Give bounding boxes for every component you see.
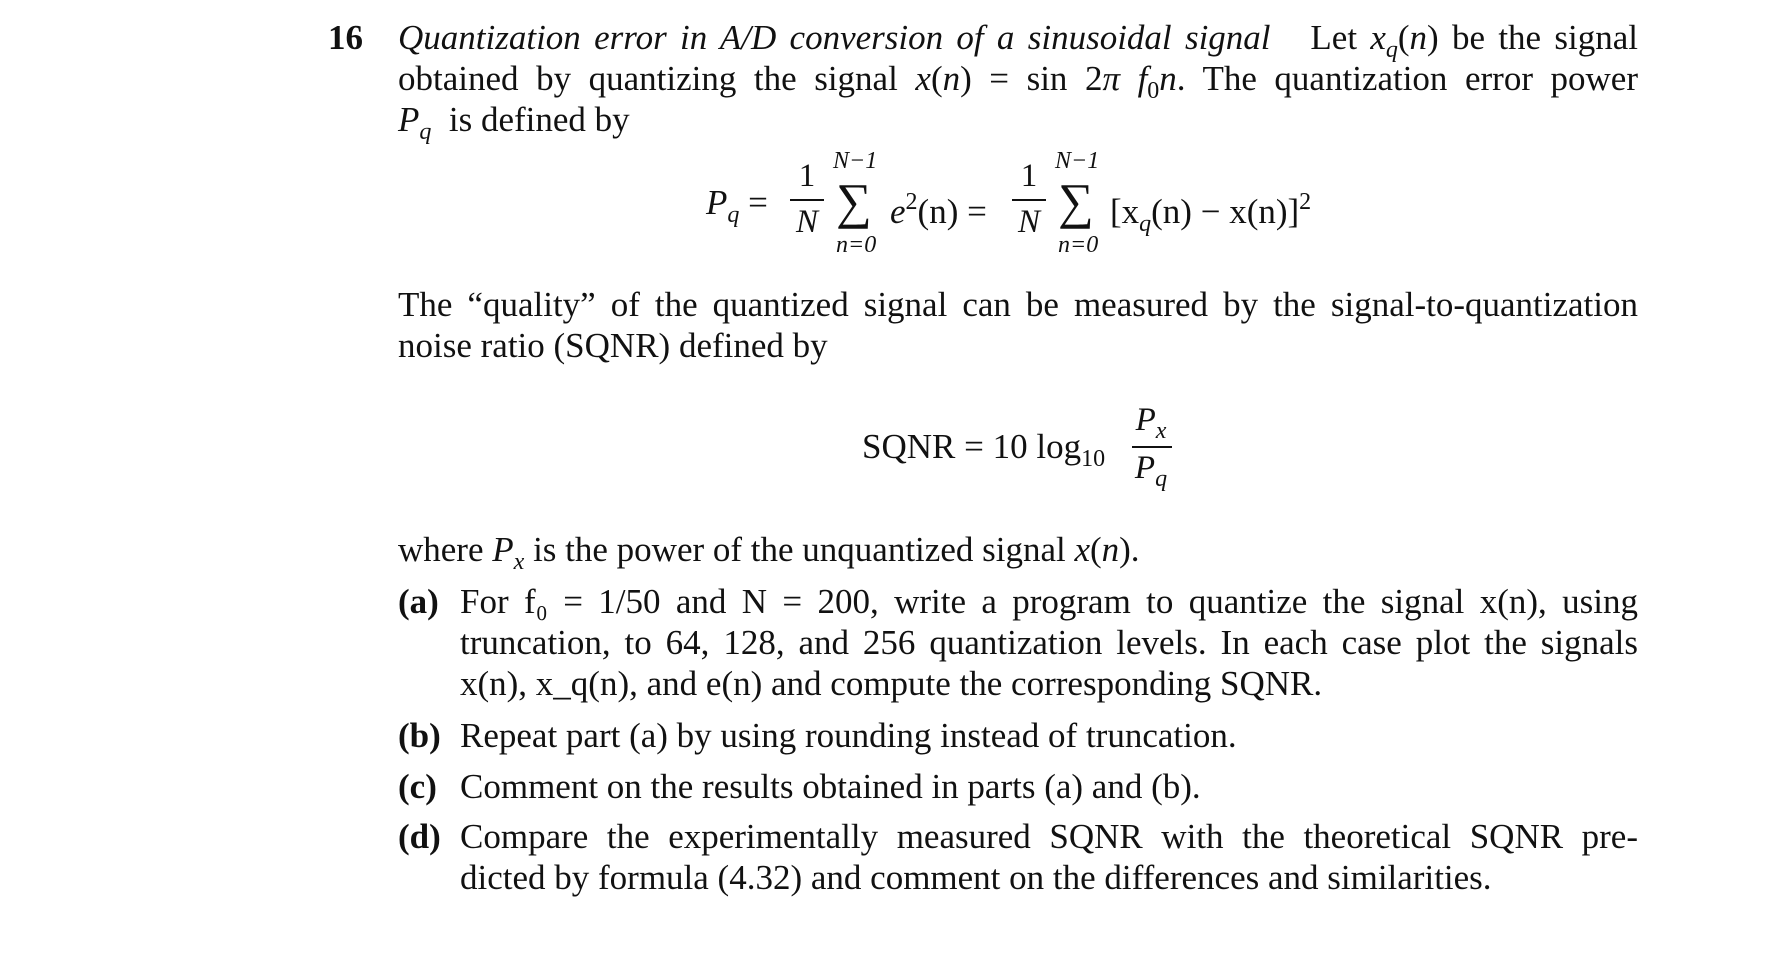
sqnr-lhs: SQNR = 10 $\log_{10}$ <box>862 427 1106 472</box>
intro-line-1: Quantization error in A/D conversion of a sinusoidal signal Let $x_q(n)$ be the signal <box>398 18 1638 63</box>
sum-2-lower: n=0 <box>1058 232 1099 258</box>
bracket-term: $[x_q(n) - x(n)]^2$ <box>1110 189 1312 237</box>
part-a-line-2: truncation, to 64, 128, and 256 quantization levels. In each case plot the signals <box>460 623 1638 662</box>
sqnr-fraction-bar <box>1132 446 1172 448</box>
sum-2-upper: N−1 <box>1055 148 1100 174</box>
intro-line-3: $P_q$ is defined by <box>398 100 630 145</box>
sum-1-sigma: ∑ <box>836 173 872 229</box>
sum-2-sigma: ∑ <box>1058 173 1094 229</box>
fraction-1-numerator: 1 <box>798 158 816 194</box>
part-a-line-3: x(n), x_q(n), and e(n) and compute the corresponding SQNR. <box>460 664 1323 703</box>
sqnr-denominator: $P_q$ <box>1134 450 1168 492</box>
part-a-label: (a) <box>398 582 439 621</box>
part-b-line-1: Repeat part (a) by using rounding instead of truncation. <box>460 716 1237 755</box>
problem-title: Quantization error in A/D conversion of a sinusoidal signal <box>398 18 1271 57</box>
part-c-label: (c) <box>398 767 437 806</box>
fraction-2-numerator: 1 <box>1020 158 1038 194</box>
intro-line-2: obtained by quantizing the signal x(n) = sin 2π $f_0n$. The quantization error power <box>398 59 1638 104</box>
quality-line-1: The “quality” of the quantized signal can be measured by the signal-to-quantization <box>398 285 1638 324</box>
fraction-2-denominator: N <box>1017 204 1040 240</box>
sum-1-lower: n=0 <box>836 232 877 258</box>
pq-lhs: $P_q$ = <box>706 183 768 228</box>
part-a-line-1: For f₀ = 1/50 and N = 200, write a program to quantize the signal x(n), using <box>460 582 1638 621</box>
sqnr-numerator: $P_x$ <box>1135 402 1167 444</box>
quality-line-2: noise ratio (SQNR) defined by <box>398 326 828 365</box>
problem-number: 16 <box>328 18 363 57</box>
intro-l2-a: obtained by quantizing the signal <box>398 59 898 98</box>
part-d-line-1: Compare the experimentally measured SQNR with the theoretical SQNR pre- <box>460 817 1638 856</box>
part-d-label: (d) <box>398 817 441 856</box>
e2n-term: $e^2(n)$ = <box>890 189 987 231</box>
where-b: is the power of the unquantized signal <box>533 530 1066 569</box>
where-line: where $P_x$ is the power of the unquantized signal x(n). <box>398 530 1140 575</box>
fraction-1-bar <box>790 199 824 201</box>
part-c-line-1: Comment on the results obtained in parts (a) and (b). <box>460 767 1201 806</box>
where-a: where <box>398 530 484 569</box>
fraction-2-bar <box>1012 199 1046 201</box>
intro-l3: is defined by <box>448 100 630 139</box>
fraction-1-denominator: N <box>795 204 818 240</box>
sum-1-upper: N−1 <box>833 148 878 174</box>
intro-l1-tail: be the signal <box>1452 18 1638 57</box>
part-b-label: (b) <box>398 716 441 755</box>
part-d-line-2: dicted by formula (4.32) and comment on the differences and similarities. <box>460 858 1492 897</box>
intro-l2-b: The quantization error power <box>1202 59 1638 98</box>
